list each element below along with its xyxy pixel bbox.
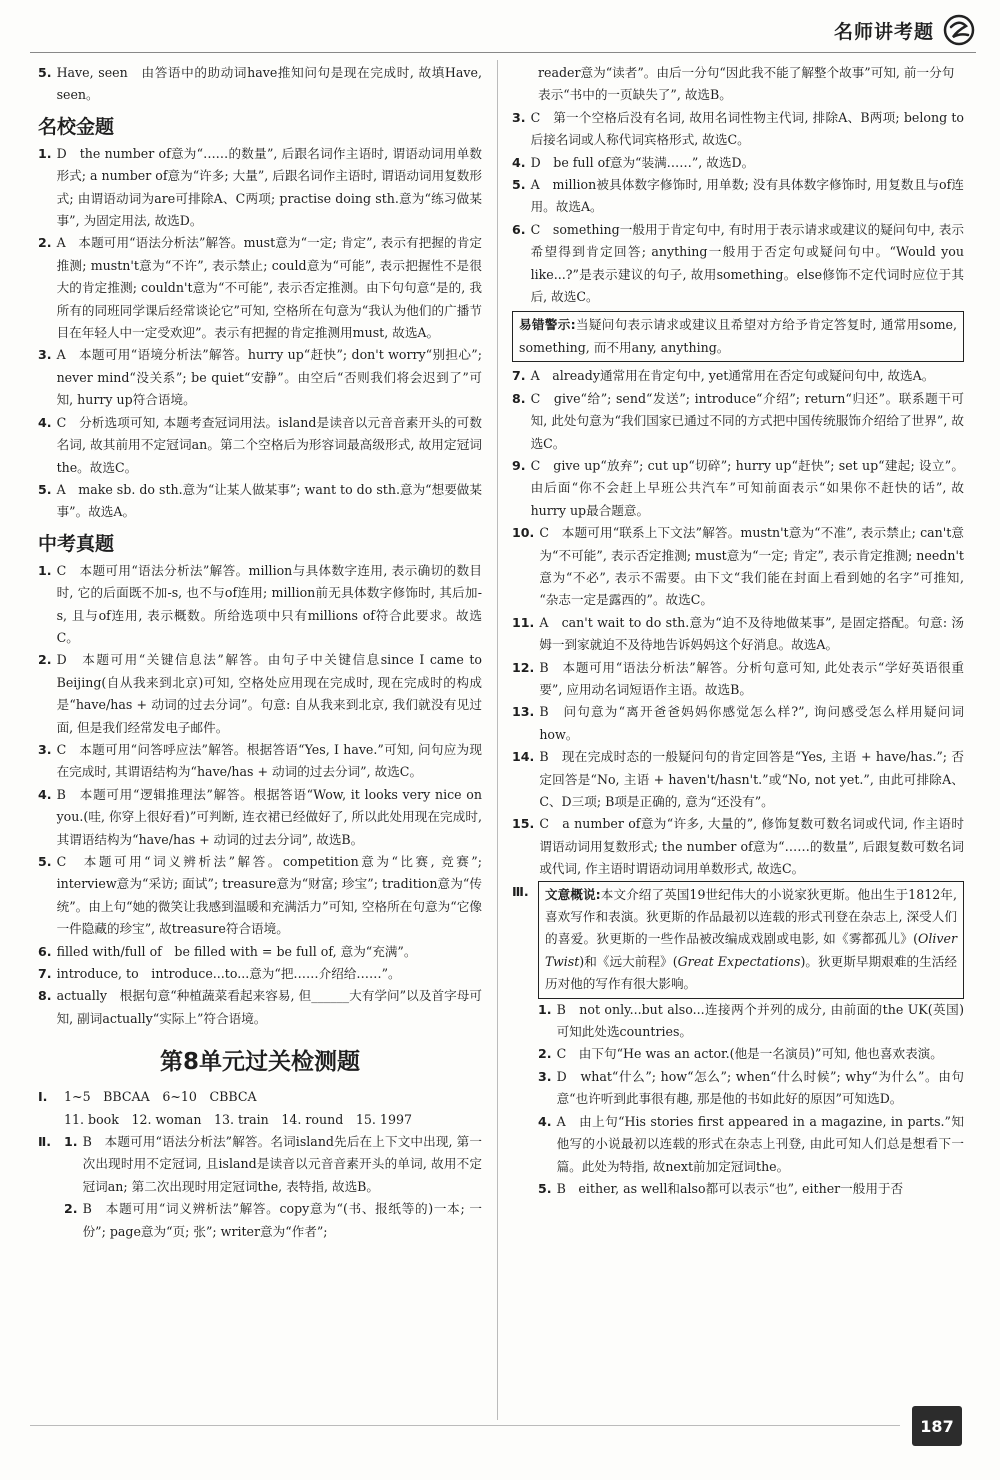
item-text: B not only...but also...连接两个并列的成分, 由前面的the UK(英国)可知此处选countries。: [556, 1001, 964, 1040]
footer-rule: [30, 1425, 900, 1426]
part-two-item: [38, 1131, 482, 1198]
box-text: 当疑问句表示请求或建议且希望对方给予肯定答复时, 通常用some, something, 而不用any, anything。: [519, 317, 957, 355]
item-text: actually 根据句意“种植蔬菜看起来容易, 但______大有学问”以及首字母可知, 副词actually“实际上”符合语境。: [56, 988, 482, 1026]
item-text: C 第一个空格后没有名词, 故用名词性物主代词, 排除A、B两项; belong to后接名词或人称代词宾格形式, 故选C。: [530, 109, 964, 148]
item-text: B 本题可用“语法分析法”解答。名词island先后在上下文中出现, 第一次出现时用不定冠词, 且island是读音以元音音素开头的单词, 故用不定冠词an; 第二次出现时用定冠词the, 表特指, 故选B。: [82, 1134, 482, 1194]
item-number: 12.: [512, 659, 535, 675]
item-text: C 本题可用“联系上下文法”解答。mustn't意为“不准”, 表示禁止; can't意为“不可能”, 表示否定推测; must意为“一定; 肯定”, 表示肯定推测; needn't意为“不必”, 表示不需要。由下文“我们能在封面上看到她的名字”可推知, “杂志一定是露西的”。故选C。: [539, 525, 964, 608]
item-text: B 本题可用“逻辑推理法”解答。根据答语“Wow, it looks very nice on you.(哇, 你穿上很好看)”可判断, 连衣裙已经做好了, 所以此处用现在完成时, 其谓语结构为“have/has + 动词的过去分词”, 故选B。: [56, 786, 482, 847]
item-text: A 由上句“His stories first appeared in a magazine, in parts.”知他写的小说最初以连载的形式在杂志上刊登, 由此可知人们总是想看下一篇。此处为特指, 故next前加定冠词the。: [556, 1113, 964, 1174]
answer-item: [38, 851, 482, 941]
item-number: 5.: [38, 65, 52, 80]
answer-item: [512, 746, 964, 813]
item-number: 2.: [38, 235, 52, 251]
answer-item: [512, 1178, 964, 1200]
box-label: 易错警示:: [519, 317, 576, 333]
left-column: [38, 62, 482, 1243]
answer-item: [38, 649, 482, 739]
answer-item: [38, 941, 482, 963]
item-text: D the number of意为“……的数量”, 后跟名词作主语时, 谓语动词用单数形式; a number of意为“许多; 大量”, 后跟名词作主语时, 谓语动词用复数形式; 由谓语动词为are可排除A、C两项; practise doing sth.意为“练习做某事”, 为固定用法, 故选D。: [56, 145, 482, 229]
item-text: C 本题可用“问答呼应法”解答。根据答语“Yes, I have.”可知, 问句应为现在完成时, 其谓语结构为“have/has + 动词的过去分词”, 故选C。: [56, 741, 482, 780]
answer-item: [512, 152, 964, 174]
common-mistake-box: [512, 311, 964, 362]
item-text: C give“给”; send“发送”; introduce“介绍”; return“归还”。联系题干可知, 此处句意为“我们国家已通过不同的方式把中国传统服饰介绍给了世界”, 故选C。: [530, 390, 964, 451]
item-number: 2.: [38, 652, 52, 668]
item-text: C a number of意为“许多, 大量的”, 修饰复数可数名词或代词, 作主语时谓语动词用复数形式; the number of意为“……的数量”, 后跟复数可数名词或代词, 作主语时谓语动词用单数形式, 故选C。: [539, 816, 964, 877]
answer-item: [512, 701, 964, 746]
answer-item: [512, 1043, 964, 1065]
brand-logo-icon: [942, 13, 976, 47]
column-divider: [497, 60, 498, 1420]
item-number: 1.: [64, 1134, 78, 1150]
item-number: 9.: [512, 457, 526, 473]
item-number: 8.: [38, 988, 52, 1004]
item-text: A already通常用在肯定句中, yet通常用在否定句或疑问句中, 故选A。: [530, 368, 935, 384]
section-title-mingxiao: 名校金题: [38, 115, 115, 138]
item-text: A can't wait to do sth.意为“迫不及待地做某事”, 是固定搭配。句意: 汤姆一到家就迫不及待地告诉妈妈这个好消息。故选A。: [539, 614, 964, 653]
summary-box: [538, 881, 964, 999]
item-number: 11.: [512, 614, 535, 630]
answer-item: [512, 1111, 964, 1178]
item-text: D be full of意为“装满……”, 故选D。: [530, 154, 755, 170]
answer-item: [38, 739, 482, 784]
item-number: 2.: [64, 1201, 78, 1217]
item-number: 7.: [38, 966, 52, 982]
part-one-answers: [38, 1086, 482, 1108]
item-number: 6.: [512, 221, 526, 237]
answer-item: [38, 985, 482, 1030]
answer-item: [38, 412, 482, 479]
item-number: 14.: [512, 749, 535, 765]
item-number: 3.: [538, 1068, 552, 1084]
item-text: C give up“放弃”; cut up“切碎”; hurry up“赶快”; set up“建起; 设立”。由后面“你不会赶上早班公共汽车”可知前面表示“如果你不赶快的话”, 故hurry up最合题意。: [530, 457, 964, 518]
item-text: D what“什么”; how“怎么”; when“什么时候”; why“为什么”。由句意“也许听到此事很有趣, 那是他的书如此好的原因”可知选D。: [556, 1068, 964, 1107]
brand-title: 名师讲考题: [833, 20, 934, 43]
item-number: 6.: [38, 943, 52, 959]
item-number: 3.: [512, 109, 526, 125]
item-number: 5.: [38, 481, 52, 497]
answer-item: [38, 784, 482, 851]
answer-item: [512, 657, 964, 702]
answer-item: [38, 344, 482, 411]
item-text: A 本题可用“语法分析法”解答。must意为“一定; 肯定”, 表示有把握的肯定推测; mustn't意为“不许”, 表示禁止; could意为“可能”, 表示把握性不是很大的肯定推测; couldn't意为“不可能”, 表示否定推测。由下句句意“是的, 我所有的同班同学课后经常谈论它”可知, 空格所在句意为“我认为他们的广播节目在年轻人中一定受欢迎”。表示有把握的肯定推测用must, 故选A。: [56, 235, 482, 341]
item-text: C 本题可用“语法分析法”解答。million与具体数字连用, 表示确切的数目时, 它的后面既不加-s, 也不与of连用; million前无具体数字修饰时, 其后加-s, 且与of连用, 表示概数。所给选项中只有millions of符合此要求。故选C。: [56, 562, 482, 645]
item-number: 4.: [38, 414, 52, 430]
item-text: A 本题可用“语境分析法”解答。hurry up“赶快”; don't worry“别担心”; never mind“没关系”; be quiet“安静”。由空后“否则我们将会迟到了”可知, hurry up符合语境。: [56, 347, 482, 408]
header-rule: [30, 52, 976, 53]
answer-item: [512, 107, 964, 152]
part-one-line: 11. book 12. woman 13. train 14. round 15. 1997: [64, 1111, 412, 1127]
item-number: 5.: [512, 177, 526, 193]
item-text: B 现在完成时态的一般疑问句的肯定回答是“Yes, 主语 + have/has.”; 否定回答是“No, 主语 + haven't/hasn't.”或“No, not yet.”, 由此可排除A、C、D三项; B项是正确的, 意为“还没有”。: [539, 749, 964, 809]
answer-item: [512, 813, 964, 880]
item-text: B 问句意为“离开爸爸妈妈你感觉怎么样?”, 询问感受怎么样用疑问词how。: [539, 704, 964, 742]
item-number: 4.: [512, 154, 526, 170]
item-number: 13.: [512, 704, 535, 720]
item-text: A make sb. do sth.意为“让某人做某事”; want to do sth.意为“想要做某事”。故选A。: [56, 481, 482, 520]
answer-item: [38, 143, 482, 233]
answer-item: [512, 522, 964, 612]
item-text: C 本题可用“词义辨析法”解答。competition意为“比赛, 竞赛”; interview意为“采访; 面试”; treasure意为“财富; 珍宝”; tradition意为“传统”。由上句“她的微笑让我感到温暖和充满活力”可知, 空格所在句意为“它像一件隐藏的珍宝”, 故treasure符合语境。: [56, 854, 482, 937]
item-text: D 本题可用“关键信息法”解答。由句子中关键信息since I came to Beijing(自从我来到北京)可知, 空格处应用现在完成时, 现在完成时的构成是“have/has + 动词的过去分词”。句意: 自从我来到北京, 我们就没有见过面, 但是我们经常发电子邮件。: [56, 652, 482, 735]
page-number: 187: [912, 1406, 962, 1446]
answer-item: [512, 455, 964, 522]
item-number: 4.: [38, 786, 52, 802]
item-text: B 本题可用“语法分析法”解答。分析句意可知, 此处表示“学好英语很重要”, 应用动名词短语作主语。故选B。: [539, 659, 964, 697]
item-number: 3.: [38, 347, 52, 363]
right-column: [512, 62, 964, 1200]
book-title: Oliver Twist: [545, 931, 957, 969]
answer-item: [512, 612, 964, 657]
box-text: 本文介绍了英国19世纪伟大的小说家狄更斯。他出生于1812年, 喜欢写作和表演。狄更斯的作品最初以连载的形式刊登在杂志上, 深受人们的喜爱。狄更斯的一些作品被改编成戏剧或电影, 如《雾都孤儿》(: [545, 886, 957, 947]
item-number: 1.: [538, 1001, 552, 1017]
answer-item: [512, 388, 964, 455]
book-title: Great Expectations: [677, 953, 801, 969]
item-number: 2.: [538, 1046, 552, 1062]
box-text: )。狄更斯早期艰难的生活经历对他的写作有很大影响。: [545, 953, 957, 992]
part-label: Ⅰ.: [38, 1089, 48, 1105]
item-number: 1.: [38, 562, 52, 578]
item-text: Have, seen 由答语中的助动词have推知问句是现在完成时, 故填Have, seen。: [56, 65, 482, 103]
item-text: filled with/full of be filled with = be full of, 意为“充满”。: [56, 943, 417, 959]
answer-item: [512, 219, 964, 309]
item-text: B either, as well和also都可以表示“也”, either一般用于否: [556, 1180, 904, 1196]
answer-item: [38, 62, 482, 107]
part-one-line: 1~5 BBCAA 6~10 CBBCA: [64, 1089, 257, 1105]
answer-item: [512, 365, 964, 387]
item-number: 4.: [538, 1113, 552, 1129]
item-number: 10.: [512, 525, 535, 541]
item-text: C 由下句“He was an actor.(他是一名演员)”可知, 他也喜欢表演。: [556, 1046, 943, 1062]
part-label: Ⅱ.: [38, 1134, 52, 1150]
item-text: C 分析选项可知, 本题考查冠词用法。island是读音以元音音素开头的可数名词, 故其前用不定冠词an。第二个空格后为形容词最高级形式, 故用定冠词the。故选C。: [56, 414, 482, 475]
item-number: 15.: [512, 816, 535, 832]
part-three-summary: [512, 881, 964, 999]
box-text: )和《远大前程》(: [579, 953, 678, 969]
item-text: B 本题可用“词义辨析法”解答。copy意为“(书、报纸等的)一本; 一份”; page意为“页; 张”; writer意为“作者”;: [82, 1201, 482, 1239]
part-label: Ⅲ.: [512, 883, 529, 899]
unit-title: 第8单元过关检测题: [159, 1049, 360, 1076]
answer-item: [38, 560, 482, 650]
item-text: introduce, to introduce...to...意为“把……介绍给……”。: [56, 966, 401, 982]
item-text: C something一般用于肯定句中, 有时用于表示请求或建议的疑问句中, 表示希望得到肯定回答; anything一般用于否定句或疑问句中。“Would you like...?”是表示建议的句子, 故用something。else修饰不定代词时应位于其后, 故选C。: [530, 221, 964, 305]
section-title-zhongkao: 中考真题: [38, 532, 115, 555]
item-number: 7.: [512, 368, 526, 384]
page-header: [834, 12, 976, 48]
answer-item: [38, 479, 482, 524]
answer-item: [38, 963, 482, 985]
answer-item: [512, 999, 964, 1044]
answer-item: [512, 174, 964, 219]
item-number: 5.: [538, 1180, 552, 1196]
answer-item: [38, 1198, 482, 1243]
item-text: A million被具体数字修饰时, 用单数; 没有具体数字修饰时, 用复数且与of连用。故选A。: [530, 177, 964, 215]
box-label: 文意概说:: [545, 886, 601, 902]
answer-item: [512, 1066, 964, 1111]
item-number: 3.: [38, 741, 52, 757]
item-number: 8.: [512, 390, 526, 406]
item-number: 5.: [38, 854, 52, 869]
continued-text: reader意为“读者”。由后一分句“因此我不能了解整个故事”可知, 前一分句表示“书中的一页缺失了”, 故选B。: [538, 65, 955, 103]
item-number: 1.: [38, 145, 52, 161]
answer-item: [38, 232, 482, 344]
